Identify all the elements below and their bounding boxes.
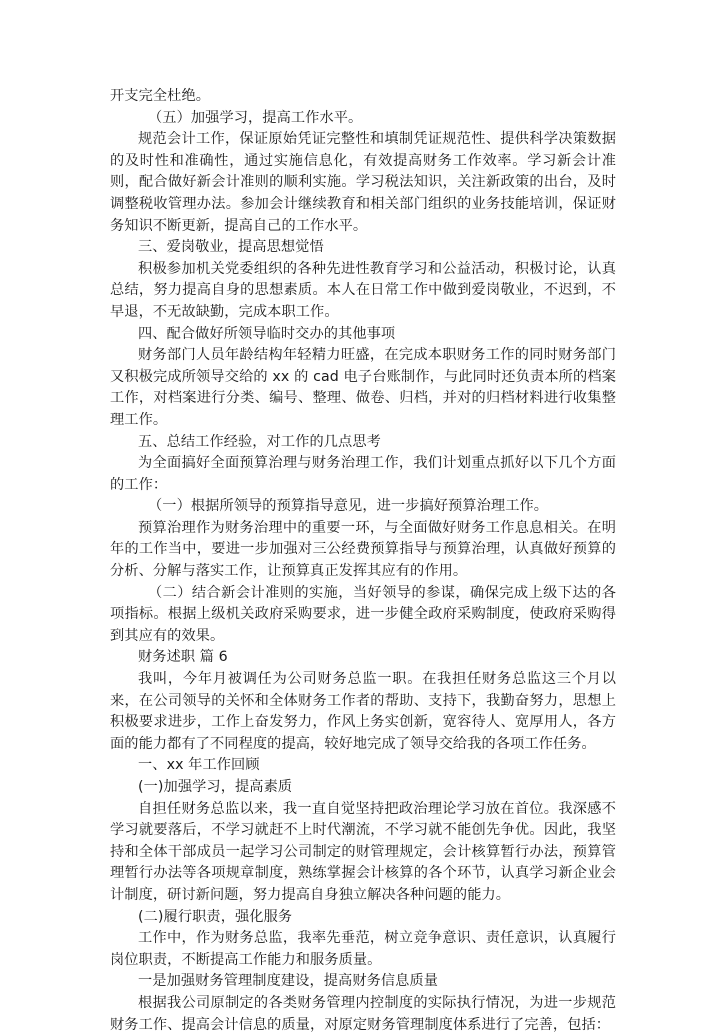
section-heading: (二)履行职责，强化服务: [138, 908, 293, 925]
paragraph: 财务部门人员年龄结构年轻精力旺盛，在完成本职财务工作的同时财务部门又积极完成所领导交给的 xx 的 cad 电子台账制作，与此同时还负责本所的档案工作，对档案进行分类、编号、整理、做卷、归档，并对的归档材料进行收集整理工作。: [110, 347, 616, 428]
section-heading: 五、总结工作经验，对工作的几点思考: [138, 433, 381, 450]
section-heading: (一)加强学习，提高素质: [138, 779, 293, 795]
section-heading: （一）根据所领导的预算指导意见，进一步搞好预算治理工作。: [148, 498, 549, 515]
section-heading: 一是加强财务管理制度建设，提高财务信息质量: [138, 973, 439, 990]
paragraph: 规范会计工作，保证原始凭证完整性和填制凭证规范性、提供科学决策数据的及时性和准确性，通过实施信息化，有效提高财务工作效率。学习新会计准则，配合做好新会计准则的顺利实施。学习税法知识，关注新政策的出台，及时调整税收管理办法。参加会计继续教育和相关部门组织的业务技能培训，保证财务知识不断更新，提高自己的工作水平。: [110, 131, 616, 234]
section-heading: 一、xx 年工作回顾: [138, 757, 260, 774]
paragraph: 自担任财务总监以来，我一直自觉坚持把政治理论学习放在首位。我深感不学习就要落后，不学习就赶不上时代潮流，不学习就不能创先争优。因此，我坚持和全体干部成员一起学习公司制定的财管理规定，会计核算暂行办法，预算管理暂行办法等各项规章制度，熟练掌握会计核算的各个环节，认真学习新企业会计制度，研讨新问题，努力提高自身独立解决各种问题的能力。: [110, 800, 616, 903]
paragraph: 工作中，作为财务总监，我率先垂范，树立竞争意识、责任意识，认真履行岗位职责，不断提高工作能力和服务质量。: [110, 930, 616, 968]
paragraph: （二）结合新会计准则的实施，当好领导的参谋，确保完成上级下达的各项指标。根据上级机关政府采购要求，进一步健全政府采购制度，使政府采购得到其应有的效果。: [110, 584, 616, 644]
paragraph: 为全面搞好全面预算治理与财务治理工作，我们计划重点抓好以下几个方面的工作：: [110, 455, 616, 493]
section-heading: （五）加强学习，提高工作水平。: [148, 109, 363, 126]
section-heading: 四、配合做好所领导临时交办的其他事项: [138, 325, 396, 342]
paragraph: 我叫，今年月被调任为公司财务总监一职。在我担任财务总监这三个月以来，在公司领导的关怀和全体财务工作者的帮助、支持下，我勤奋努力，思想上积极要求进步，工作上奋发努力，作风上务实创新，宽容待人、宽厚用人，各方面的能力都有了不同程度的提高，较好地完成了领导交给我的各项工作任务。: [110, 671, 616, 752]
paragraph: 开支完全杜绝。: [110, 88, 211, 104]
document-page: [110, 86, 616, 1036]
article-title: 财务述职 篇 6: [138, 649, 228, 666]
section-heading: 三、爱岗敬业，提高思想觉悟: [138, 239, 324, 256]
paragraph: 预算治理作为财务治理中的重要一环，与全面做好财务工作息息相关。在明年的工作当中，要进一步加强对三公经费预算指导与预算治理，认真做好预算的分析、分解与落实工作，让预算真正发挥其应有的作用。: [110, 519, 616, 580]
paragraph: 积极参加机关党委组织的各种先进性教育学习和公益活动，积极讨论，认真总结，努力提高自身的思想素质。本人在日常工作中做到爱岗敬业，不迟到，不早退，不无故缺勤，完成本职工作。: [110, 260, 616, 320]
paragraph: 根据我公司原制定的各类财务管理内控制度的实际执行情况，为进一步规范财务工作、提高会计信息的质量，对原定财务管理制度体系进行了完善，包括：: [110, 994, 616, 1033]
